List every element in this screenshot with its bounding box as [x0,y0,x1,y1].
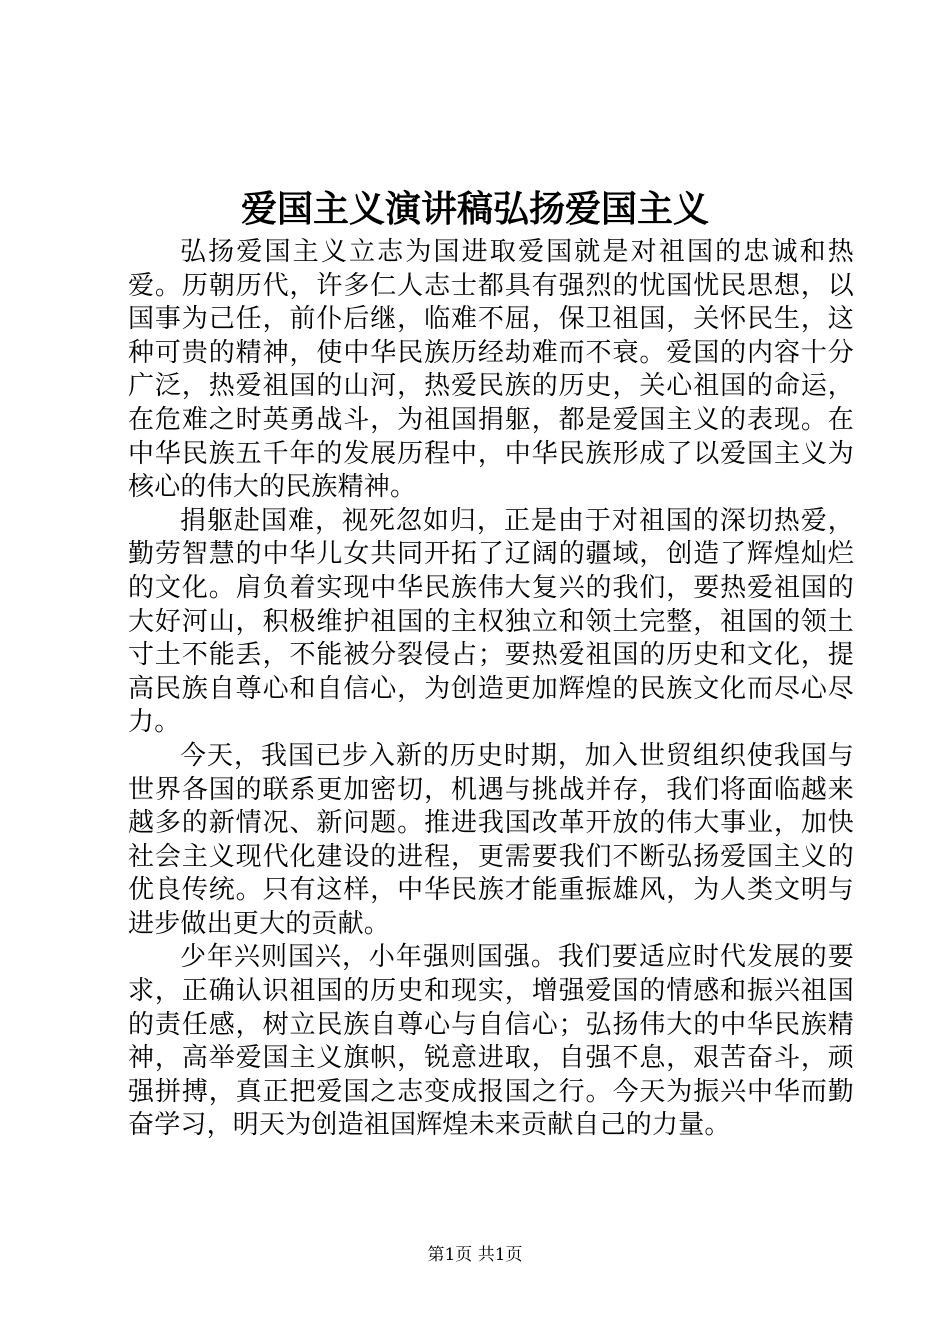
paragraph-1: 弘扬爱国主义立志为国进取爱国就是对祖国的忠诚和热爱。历朝历代，许多仁人志士都具有强烈的忧国忧民思想，以国事为己任，前仆后继，临难不屈，保卫祖国，关怀民生，这种可贵的精神，使中华民族历经劫难而不衰。爱国的内容十分广泛，热爱祖国的山河，热爱民族的历史，关心祖国的命运，在危难之时英勇战斗，为祖国捐躯，都是爱国主义的表现。在中华民族五千年的发展历程中，中华民族形成了以爱国主义为核心的伟大的民族精神。 [128,237,854,503]
paragraph-2: 捐躯赴国难，视死忽如归，正是由于对祖国的深切热爱，勤劳智慧的中华儿女共同开拓了辽阔的疆域，创造了辉煌灿烂的文化。肩负着实现中华民族伟大复兴的我们，要热爱祖国的大好河山，积极维护祖国的主权独立和领土完整，祖国的领土寸土不能丢，不能被分裂侵占；要热爱祖国的历史和文化，提高民族自尊心和自信心，为创造更加辉煌的民族文化而尽心尽力。 [128,505,854,738]
document-body [128,236,854,1143]
paragraph-3: 今天，我国已步入新的历史时期，加入世贸组织使我国与世界各国的联系更加密切，机遇与挑战并存，我们将面临越来越多的新情况、新问题。推进我国改革开放的伟大事业，加快社会主义现代化建设的进程，更需要我们不断弘扬爱国主义的优良传统。只有这样，中华民族才能重振雄风，为人类文明与进步做出更大的贡献。 [128,740,854,939]
page-footer: 第1页 共1页 [427,1245,523,1265]
document-title: 爱国主义演讲稿弘扬爱国主义 [240,188,709,230]
paragraph-4: 少年兴则国兴，小年强则国强。我们要适应时代发展的要求，正确认识祖国的历史和现实，增强爱国的情感和振兴祖国的责任感，树立民族自尊心与自信心；弘扬伟大的中华民族精神，高举爱国主义旗帜，锐意进取，自强不息，艰苦奋斗，顽强拼搏，真正把爱国之志变成报国之行。今天为振兴中华而勤奋学习，明天为创造祖国辉煌未来贡献自己的力量。 [128,942,854,1141]
